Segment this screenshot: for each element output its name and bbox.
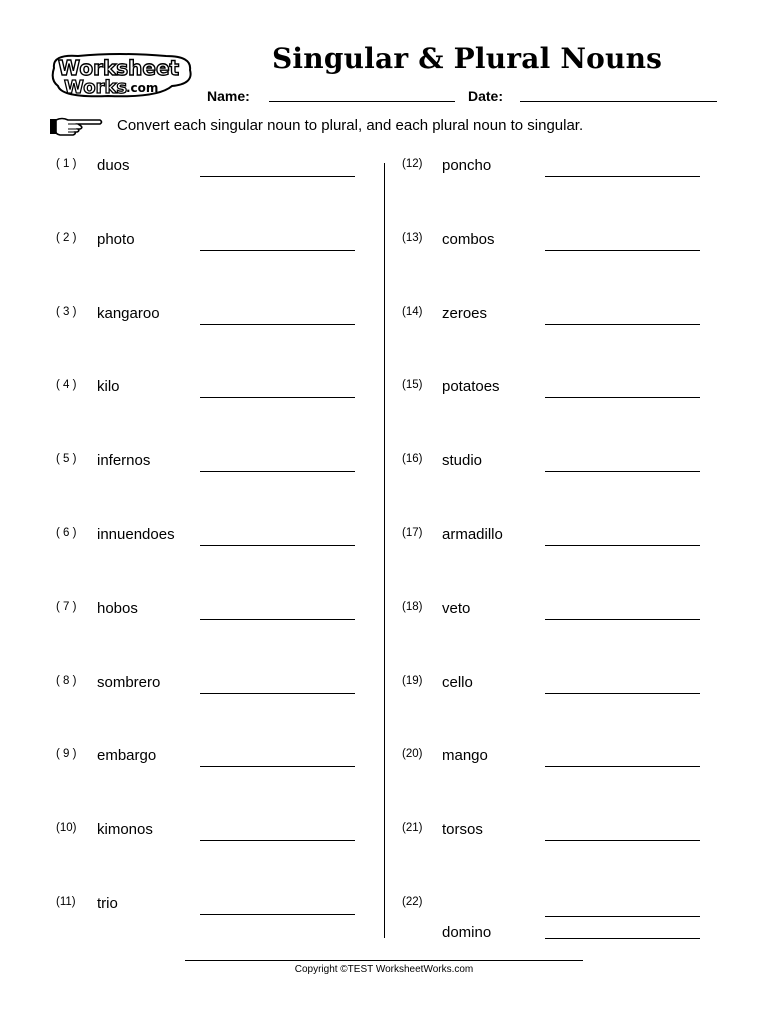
question-number: (14) [402, 305, 423, 318]
question-number: (11) [56, 896, 76, 908]
question-word: hobos [97, 599, 138, 617]
answer-line[interactable] [545, 176, 700, 177]
answer-line-secondary[interactable] [545, 938, 700, 939]
instructions [48, 115, 748, 137]
question-word: domino [442, 924, 492, 941]
question-item [56, 747, 366, 777]
logo-text-line1: Worksheet [58, 56, 180, 80]
question-number: (22) [402, 896, 423, 908]
question-item [56, 231, 366, 261]
question-item [402, 895, 712, 941]
answer-line[interactable] [200, 619, 355, 620]
answer-line[interactable] [200, 693, 355, 694]
question-number: (10) [56, 822, 77, 835]
question-word: trio [97, 895, 118, 912]
question-item [56, 157, 366, 187]
answer-line[interactable] [545, 693, 700, 694]
question-item [402, 157, 712, 187]
question-word: poncho [442, 157, 492, 174]
question-word: kilo [97, 378, 120, 396]
question-item [402, 674, 712, 704]
question-word: potatoes [442, 378, 500, 396]
logo-text-suffix: .com [126, 81, 159, 95]
question-item [56, 895, 366, 925]
answer-line[interactable] [545, 619, 700, 620]
answer-line[interactable] [200, 545, 355, 546]
question-number: (19) [402, 674, 423, 687]
question-number: ( 7 ) [56, 600, 77, 613]
answer-line[interactable] [200, 914, 355, 915]
answer-line[interactable] [200, 397, 355, 398]
question-number: ( 3 ) [56, 305, 77, 318]
answer-line[interactable] [200, 324, 355, 325]
question-number: ( 5 ) [56, 453, 77, 466]
question-item [402, 452, 712, 482]
question-item [56, 674, 366, 704]
question-number: ( 8 ) [56, 674, 77, 687]
question-item [56, 600, 366, 630]
question-number: ( 2 ) [56, 231, 77, 244]
name-field[interactable] [269, 101, 455, 102]
question-number: (20) [402, 748, 423, 761]
page-title: Singular & Plural Nouns [272, 42, 663, 75]
question-word: infernos [97, 452, 151, 470]
name-label: Name: [207, 88, 250, 104]
answer-line[interactable] [545, 545, 700, 546]
date-label: Date: [468, 88, 504, 104]
question-word: sombrero [97, 673, 161, 691]
answer-line[interactable] [200, 176, 355, 177]
answer-line[interactable] [545, 471, 700, 472]
question-number: ( 4 ) [56, 379, 77, 392]
question-number: (17) [402, 527, 423, 539]
question-number: (13) [402, 231, 423, 244]
question-word: veto [442, 599, 471, 617]
question-item [402, 526, 712, 556]
answer-line[interactable] [545, 840, 700, 841]
question-number: (16) [402, 453, 423, 466]
copyright-text: Copyright ©TEST WorksheetWorks.com [294, 964, 474, 975]
question-number: ( 6 ) [56, 527, 77, 539]
question-word: armadillo [442, 526, 503, 543]
question-number: ( 9 ) [56, 748, 77, 761]
question-word: photo [97, 230, 135, 248]
question-item [402, 231, 712, 261]
question-item [402, 305, 712, 335]
date-field[interactable] [520, 101, 717, 102]
answer-line[interactable] [200, 250, 355, 251]
question-word: kangaroo [97, 304, 160, 322]
question-number: ( 1 ) [56, 158, 77, 170]
answer-line[interactable] [545, 324, 700, 325]
question-word: combos [442, 230, 495, 248]
instructions-text: Convert each singular noun to plural, and each plural noun to singular. [117, 117, 584, 134]
question-word: cello [442, 673, 473, 691]
question-number: (21) [402, 822, 423, 835]
question-word: torsos [442, 821, 483, 839]
question-word: kimonos [97, 821, 153, 839]
question-word: zeroes [442, 304, 488, 322]
footer-divider [185, 960, 583, 961]
question-number: (15) [402, 379, 423, 392]
question-item [56, 305, 366, 335]
question-item [56, 378, 366, 408]
pointing-hand-icon [48, 115, 104, 137]
question-item [402, 378, 712, 408]
question-word: embargo [97, 747, 157, 765]
answer-line[interactable] [200, 766, 355, 767]
column-divider [384, 163, 385, 938]
question-word: innuendoes [97, 526, 175, 543]
question-item [56, 821, 366, 851]
answer-line[interactable] [545, 250, 700, 251]
question-number: (12) [402, 158, 423, 170]
name-date-row [0, 88, 768, 108]
question-item [402, 600, 712, 630]
answer-line[interactable] [200, 471, 355, 472]
question-word: mango [442, 747, 488, 765]
answer-line[interactable] [200, 840, 355, 841]
question-item [56, 452, 366, 482]
question-item [402, 821, 712, 851]
answer-line[interactable] [545, 766, 700, 767]
answer-line[interactable] [545, 397, 700, 398]
logo-text-line2: Works [64, 77, 128, 98]
question-item [56, 526, 366, 556]
question-item [402, 747, 712, 777]
question-word: studio [442, 452, 483, 470]
question-number: (18) [402, 600, 423, 613]
question-word: duos [97, 157, 130, 174]
answer-line[interactable] [545, 916, 700, 917]
